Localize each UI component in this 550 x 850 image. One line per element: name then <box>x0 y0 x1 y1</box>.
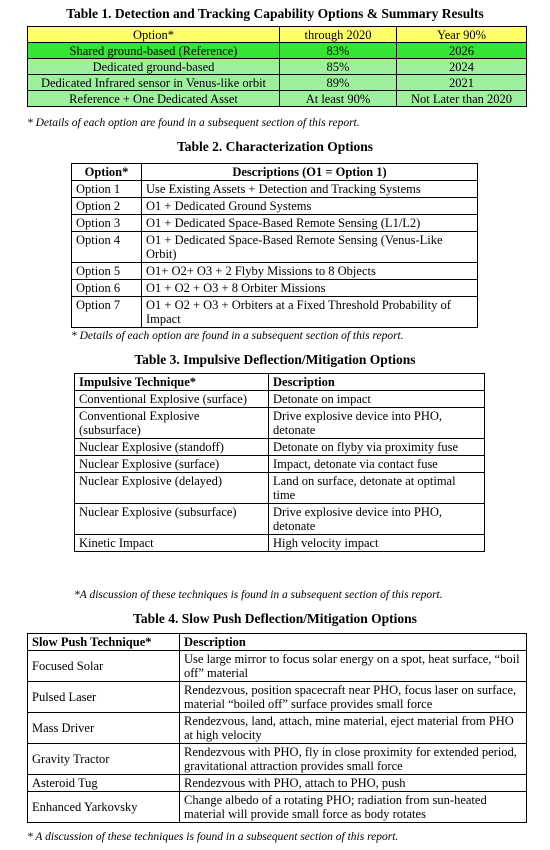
table2-cell-option: Option 6 <box>72 280 142 297</box>
table3-row <box>75 535 485 552</box>
table4-caption: Table 4. Slow Push Deflection/Mitigation Options <box>133 611 417 626</box>
table2-cell-description: O1 + Dedicated Space-Based Remote Sensing (L1/L2) <box>142 215 478 232</box>
table3-cell-technique: Nuclear Explosive (delayed) <box>75 473 269 504</box>
table3-cell-description: Drive explosive device into PHO, detonate <box>269 408 485 439</box>
table4-cell-description: Rendezvous, land, attach, mine material, eject material from PHO at high velocity <box>180 713 527 744</box>
table1-cell-year-90: 2026 <box>397 43 527 59</box>
table1-cell-through-2020: 89% <box>280 75 397 91</box>
table1-header-through-2020: through 2020 <box>280 27 397 43</box>
table3-cell-technique: Nuclear Explosive (standoff) <box>75 439 269 456</box>
table2-cell-description: O1+ O2+ O3 + 2 Flyby Missions to 8 Objects <box>142 263 478 280</box>
table3-row <box>75 391 485 408</box>
table2-characterization <box>71 163 478 328</box>
table2-cell-option: Option 5 <box>72 263 142 280</box>
table3-cell-technique: Nuclear Explosive (surface) <box>75 456 269 473</box>
table4-cell-technique: Mass Driver <box>28 713 180 744</box>
table2-row <box>72 280 478 297</box>
table2-cell-description: O1 + Dedicated Space-Based Remote Sensing (Venus-Like Orbit) <box>142 232 478 263</box>
table1-cell-through-2020: 83% <box>280 43 397 59</box>
table1-cell-option: Reference + One Dedicated Asset <box>28 91 280 107</box>
table3-cell-description: Land on surface, detonate at optimal time <box>269 473 485 504</box>
table4-row <box>28 744 527 775</box>
table4-cell-description: Use large mirror to focus solar energy on a spot, heat surface, “boil off” material <box>180 651 527 682</box>
table3-row <box>75 439 485 456</box>
table4-row <box>28 792 527 823</box>
table3-row <box>75 473 485 504</box>
table2-footnote: * Details of each option are found in a subsequent section of this report. <box>71 330 404 342</box>
table3-cell-description: Impact, detonate via contact fuse <box>269 456 485 473</box>
table1-caption: Table 1. Detection and Tracking Capability Options & Summary Results <box>66 6 484 21</box>
table3-cell-technique: Kinetic Impact <box>75 535 269 552</box>
table4-row <box>28 682 527 713</box>
table2-row <box>72 263 478 280</box>
table4-header-row <box>28 634 527 651</box>
table2-cell-option: Option 4 <box>72 232 142 263</box>
table4-cell-description: Rendezvous with PHO, attach to PHO, push <box>180 775 527 792</box>
table4-row <box>28 713 527 744</box>
table3-cell-description: Detonate on flyby via proximity fuse <box>269 439 485 456</box>
table1-cell-option: Dedicated ground-based <box>28 59 280 75</box>
table4-cell-technique: Enhanced Yarkovsky <box>28 792 180 823</box>
table2-header-option: Option* <box>72 164 142 181</box>
table3-header-technique: Impulsive Technique* <box>75 374 269 391</box>
table4-cell-technique: Gravity Tractor <box>28 744 180 775</box>
table4-cell-technique: Asteroid Tug <box>28 775 180 792</box>
table1-cell-through-2020: 85% <box>280 59 397 75</box>
table1-cell-option: Dedicated Infrared sensor in Venus-like orbit <box>28 75 280 91</box>
table2-cell-description: O1 + O2 + O3 + 8 Orbiter Missions <box>142 280 478 297</box>
table2-header-row <box>72 164 478 181</box>
table4-cell-technique: Pulsed Laser <box>28 682 180 713</box>
table1-footnote: * Details of each option are found in a subsequent section of this report. <box>27 117 360 129</box>
table1-header-year-90: Year 90% <box>397 27 527 43</box>
table1-cell-year-90: 2024 <box>397 59 527 75</box>
table3-footnote: *A discussion of these techniques is found in a subsequent section of this report. <box>74 589 443 601</box>
table2-row <box>72 198 478 215</box>
table1-row <box>28 59 527 75</box>
table2-cell-description: Use Existing Assets + Detection and Tracking Systems <box>142 181 478 198</box>
table3-header-description: Description <box>269 374 485 391</box>
table3-cell-description: Detonate on impact <box>269 391 485 408</box>
table1-row <box>28 75 527 91</box>
table2-cell-description: O1 + Dedicated Ground Systems <box>142 198 478 215</box>
table2-cell-option: Option 7 <box>72 297 142 328</box>
table2-cell-description: O1 + O2 + O3 + Orbiters at a Fixed Threshold Probability of Impact <box>142 297 478 328</box>
table4-header-technique: Slow Push Technique* <box>28 634 180 651</box>
table4-slow-push-deflection <box>27 633 527 823</box>
table3-cell-technique: Conventional Explosive (subsurface) <box>75 408 269 439</box>
table3-cell-technique: Conventional Explosive (surface) <box>75 391 269 408</box>
table4-footnote: * A discussion of these techniques is found in a subsequent section of this report. <box>27 831 399 843</box>
table4-header-description: Description <box>180 634 527 651</box>
table1-header-option: Option* <box>28 27 280 43</box>
table1-header-row <box>28 27 527 43</box>
table1-cell-year-90: Not Later than 2020 <box>397 91 527 107</box>
table4-cell-description: Rendezvous, position spacecraft near PHO, focus laser on surface, material “boiled off” surface provides small force <box>180 682 527 713</box>
table2-cell-option: Option 1 <box>72 181 142 198</box>
table3-cell-technique: Nuclear Explosive (subsurface) <box>75 504 269 535</box>
table3-header-row <box>75 374 485 391</box>
table1-row <box>28 43 527 59</box>
table4-cell-description: Rendezvous with PHO, fly in close proximity for extended period, gravitational attraction provides small force <box>180 744 527 775</box>
table2-caption: Table 2. Characterization Options <box>176 139 373 154</box>
table1-detection-tracking <box>27 26 527 107</box>
table3-cell-description: Drive explosive device into PHO, detonate <box>269 504 485 535</box>
table3-row <box>75 456 485 473</box>
table2-row <box>72 232 478 263</box>
table4-row <box>28 775 527 792</box>
table2-cell-option: Option 2 <box>72 198 142 215</box>
table1-cell-through-2020: At least 90% <box>280 91 397 107</box>
table2-cell-option: Option 3 <box>72 215 142 232</box>
table2-row <box>72 215 478 232</box>
table3-caption: Table 3. Impulsive Deflection/Mitigation Options <box>134 352 416 367</box>
table3-row <box>75 408 485 439</box>
table4-cell-description: Change albedo of a rotating PHO; radiation from sun-heated material will provide small force as body rotates <box>180 792 527 823</box>
table2-row <box>72 181 478 198</box>
table3-impulsive-deflection <box>74 373 485 552</box>
table4-row <box>28 651 527 682</box>
table3-cell-description: High velocity impact <box>269 535 485 552</box>
table1-cell-year-90: 2021 <box>397 75 527 91</box>
table3-row <box>75 504 485 535</box>
table1-cell-option: Shared ground-based (Reference) <box>28 43 280 59</box>
table1-row <box>28 91 527 107</box>
table4-cell-technique: Focused Solar <box>28 651 180 682</box>
table2-row <box>72 297 478 328</box>
table2-header-description: Descriptions (O1 = Option 1) <box>142 164 478 181</box>
